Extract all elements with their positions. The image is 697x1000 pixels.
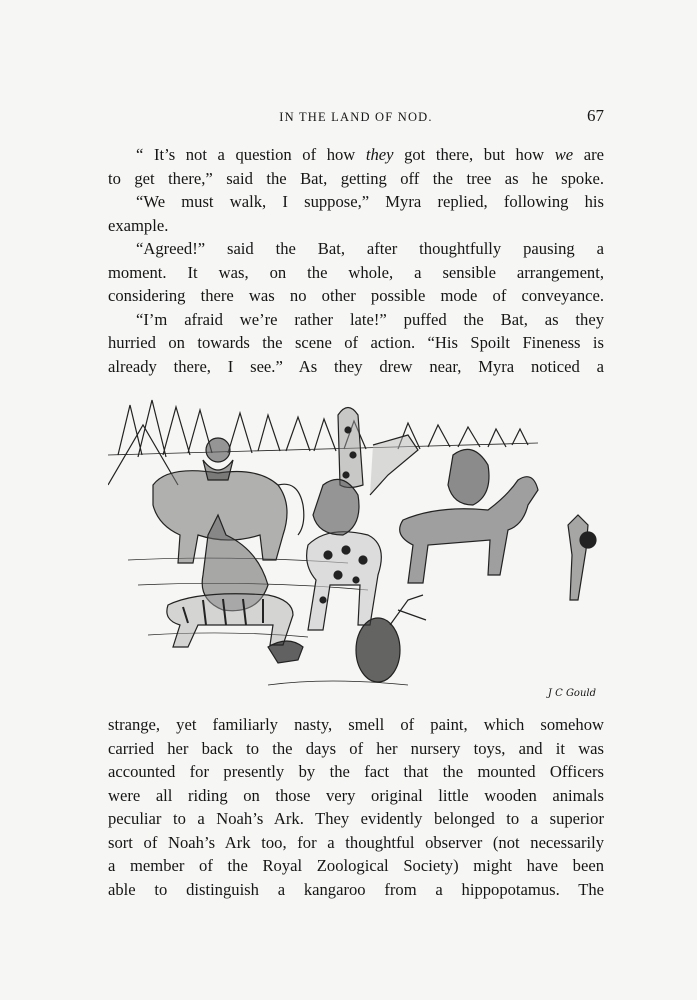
text-line: to get there,” said the Bat, getting off the tree as he spoke. <box>108 168 604 188</box>
text-line: were all riding on those very original little wooden animals <box>108 785 604 805</box>
text-line: “I’m afraid we’re rather late!” puffed the Bat, as they <box>136 309 604 329</box>
text-line: already there, I see.” As they drew near, Myra noticed a <box>108 356 604 376</box>
text-line: accounted for presently by the fact that the mounted Officers <box>108 762 604 781</box>
text-line: carried her back to the days of her nursery toys, and it was <box>108 738 604 758</box>
running-title: IN THE LAND OF NOD. <box>279 110 433 124</box>
text-line: “ It’s not a question of how they got there, but how we are <box>136 145 604 164</box>
page-number: 67 <box>587 106 604 125</box>
running-head <box>108 106 604 130</box>
text-line: hurried on towards the scene of action. “His Spoilt Fineness is <box>108 333 604 352</box>
text-line: sort of Noah’s Ark too, for a thoughtful observer (not necessarily <box>108 832 604 852</box>
text-line: a member of the Royal Zoological Society) might have been <box>108 856 604 875</box>
body-text-bottom <box>108 713 604 901</box>
text-line: example. <box>108 215 169 235</box>
text-line: “We must walk, I suppose,” Myra replied, following his <box>136 192 604 211</box>
illustration-engraving <box>108 385 608 705</box>
text-line: able to distinguish a kangaroo from a hippopotamus. The <box>108 879 604 899</box>
text-line: strange, yet familiarly nasty, smell of paint, which somehow <box>108 715 604 734</box>
text-line: “Agreed!” said the Bat, after thoughtfully pausing a <box>136 239 604 258</box>
artist-signature: J C Gould <box>547 688 596 699</box>
engraving-procession-icon <box>108 385 608 705</box>
body-text-top <box>108 143 604 378</box>
text-line: moment. It was, on the whole, a sensible arrangement, <box>108 262 604 282</box>
text-line: peculiar to a Noah’s Ark. They evidently belonged to a superior <box>108 809 604 828</box>
text-line: considering there was no other possible mode of conveyance. <box>108 286 604 305</box>
